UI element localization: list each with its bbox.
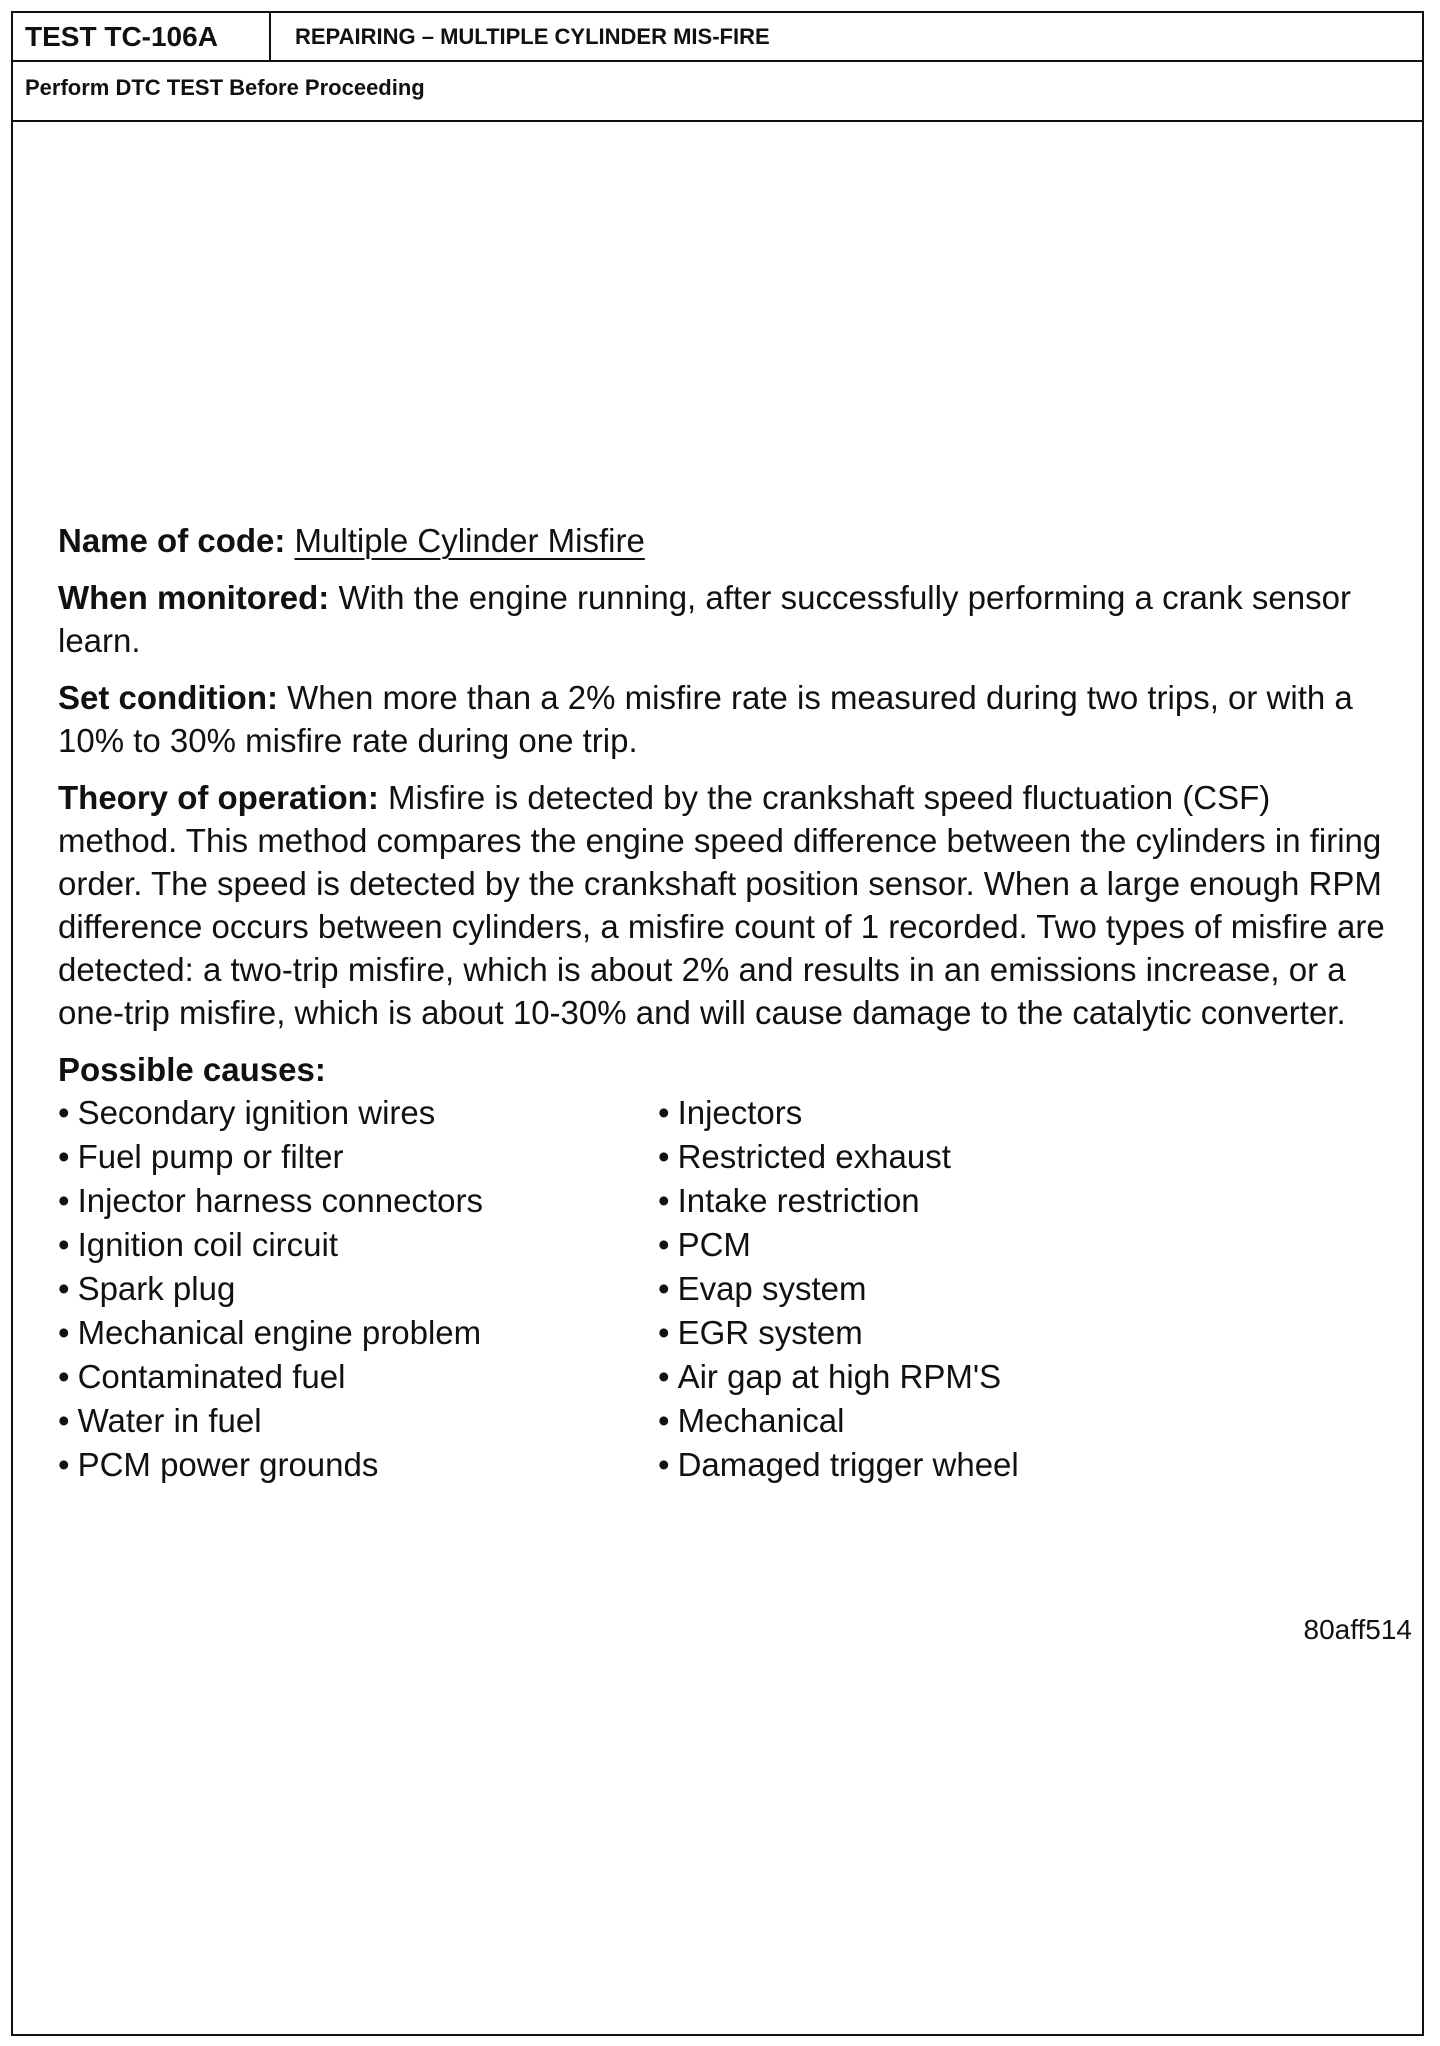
cause-item: • Water in fuel — [58, 1399, 658, 1443]
cause-item: • Damaged trigger wheel — [658, 1443, 1019, 1487]
when-monitored-label: When monitored: — [58, 579, 330, 616]
set-condition-label: Set condition: — [58, 679, 278, 716]
theory-label: Theory of operation: — [58, 779, 379, 816]
cause-item: • EGR system — [658, 1311, 1019, 1355]
cause-item: • Spark plug — [58, 1267, 658, 1311]
causes-column-1 — [58, 1091, 658, 1487]
document-frame — [11, 11, 1424, 2036]
content — [58, 519, 1398, 1487]
theory-value: Misfire is detected by the crankshaft speed fluctuation (CSF) method. This method compares the engine speed difference between the cylinders in firing order. The speed is detected by the crankshaft position sensor. When a large enough RPM difference occurs between cylinders, a misfire count of 1 recorded. Two types of misfire are detected: a two-trip misfire, which is about 2% and results in an emissions increase, or a one-trip misfire, which is about 10-30% and will cause damage to the catalytic converter. — [58, 779, 1385, 1031]
cause-item: • Contaminated fuel — [58, 1355, 658, 1399]
possible-causes-list — [58, 1091, 1398, 1487]
header-row — [13, 13, 1422, 62]
reference-code: 80aff514 — [1303, 1614, 1412, 1645]
theory-of-operation — [58, 776, 1398, 1034]
set-condition — [58, 676, 1398, 762]
cause-item: • Injector harness connectors — [58, 1179, 658, 1223]
cause-item: • Fuel pump or filter — [58, 1135, 658, 1179]
cause-item: • Mechanical — [658, 1399, 1019, 1443]
when-monitored — [58, 576, 1398, 662]
header-subtitle: Perform DTC TEST Before Proceeding — [13, 62, 1422, 122]
cause-item: • Mechanical engine problem — [58, 1311, 658, 1355]
causes-column-2 — [658, 1091, 1019, 1487]
cause-item: • Ignition coil circuit — [58, 1223, 658, 1267]
cause-item: • PCM — [658, 1223, 1019, 1267]
test-id: TEST TC-106A — [13, 13, 271, 60]
cause-item: • Injectors — [658, 1091, 1019, 1135]
when-monitored-value: With the engine running, after successfully performing a crank sensor learn. — [58, 579, 1351, 659]
name-of-code-value: Multiple Cylinder Misfire — [294, 522, 645, 559]
cause-item: • Secondary ignition wires — [58, 1091, 658, 1135]
test-title: REPAIRING – MULTIPLE CYLINDER MIS-FIRE — [295, 24, 770, 49]
cause-item: • Intake restriction — [658, 1179, 1019, 1223]
possible-causes-heading: Possible causes: — [58, 1051, 326, 1088]
set-condition-value: When more than a 2% misfire rate is measured during two trips, or with a 10% to 30% misfire rate during one trip. — [58, 679, 1353, 759]
cause-item: • PCM power grounds — [58, 1443, 658, 1487]
cause-item: • Evap system — [658, 1267, 1019, 1311]
cause-item: • Air gap at high RPM'S — [658, 1355, 1019, 1399]
name-of-code-label: Name of code: — [58, 522, 286, 559]
cause-item: • Restricted exhaust — [658, 1135, 1019, 1179]
name-of-code — [58, 519, 1398, 562]
